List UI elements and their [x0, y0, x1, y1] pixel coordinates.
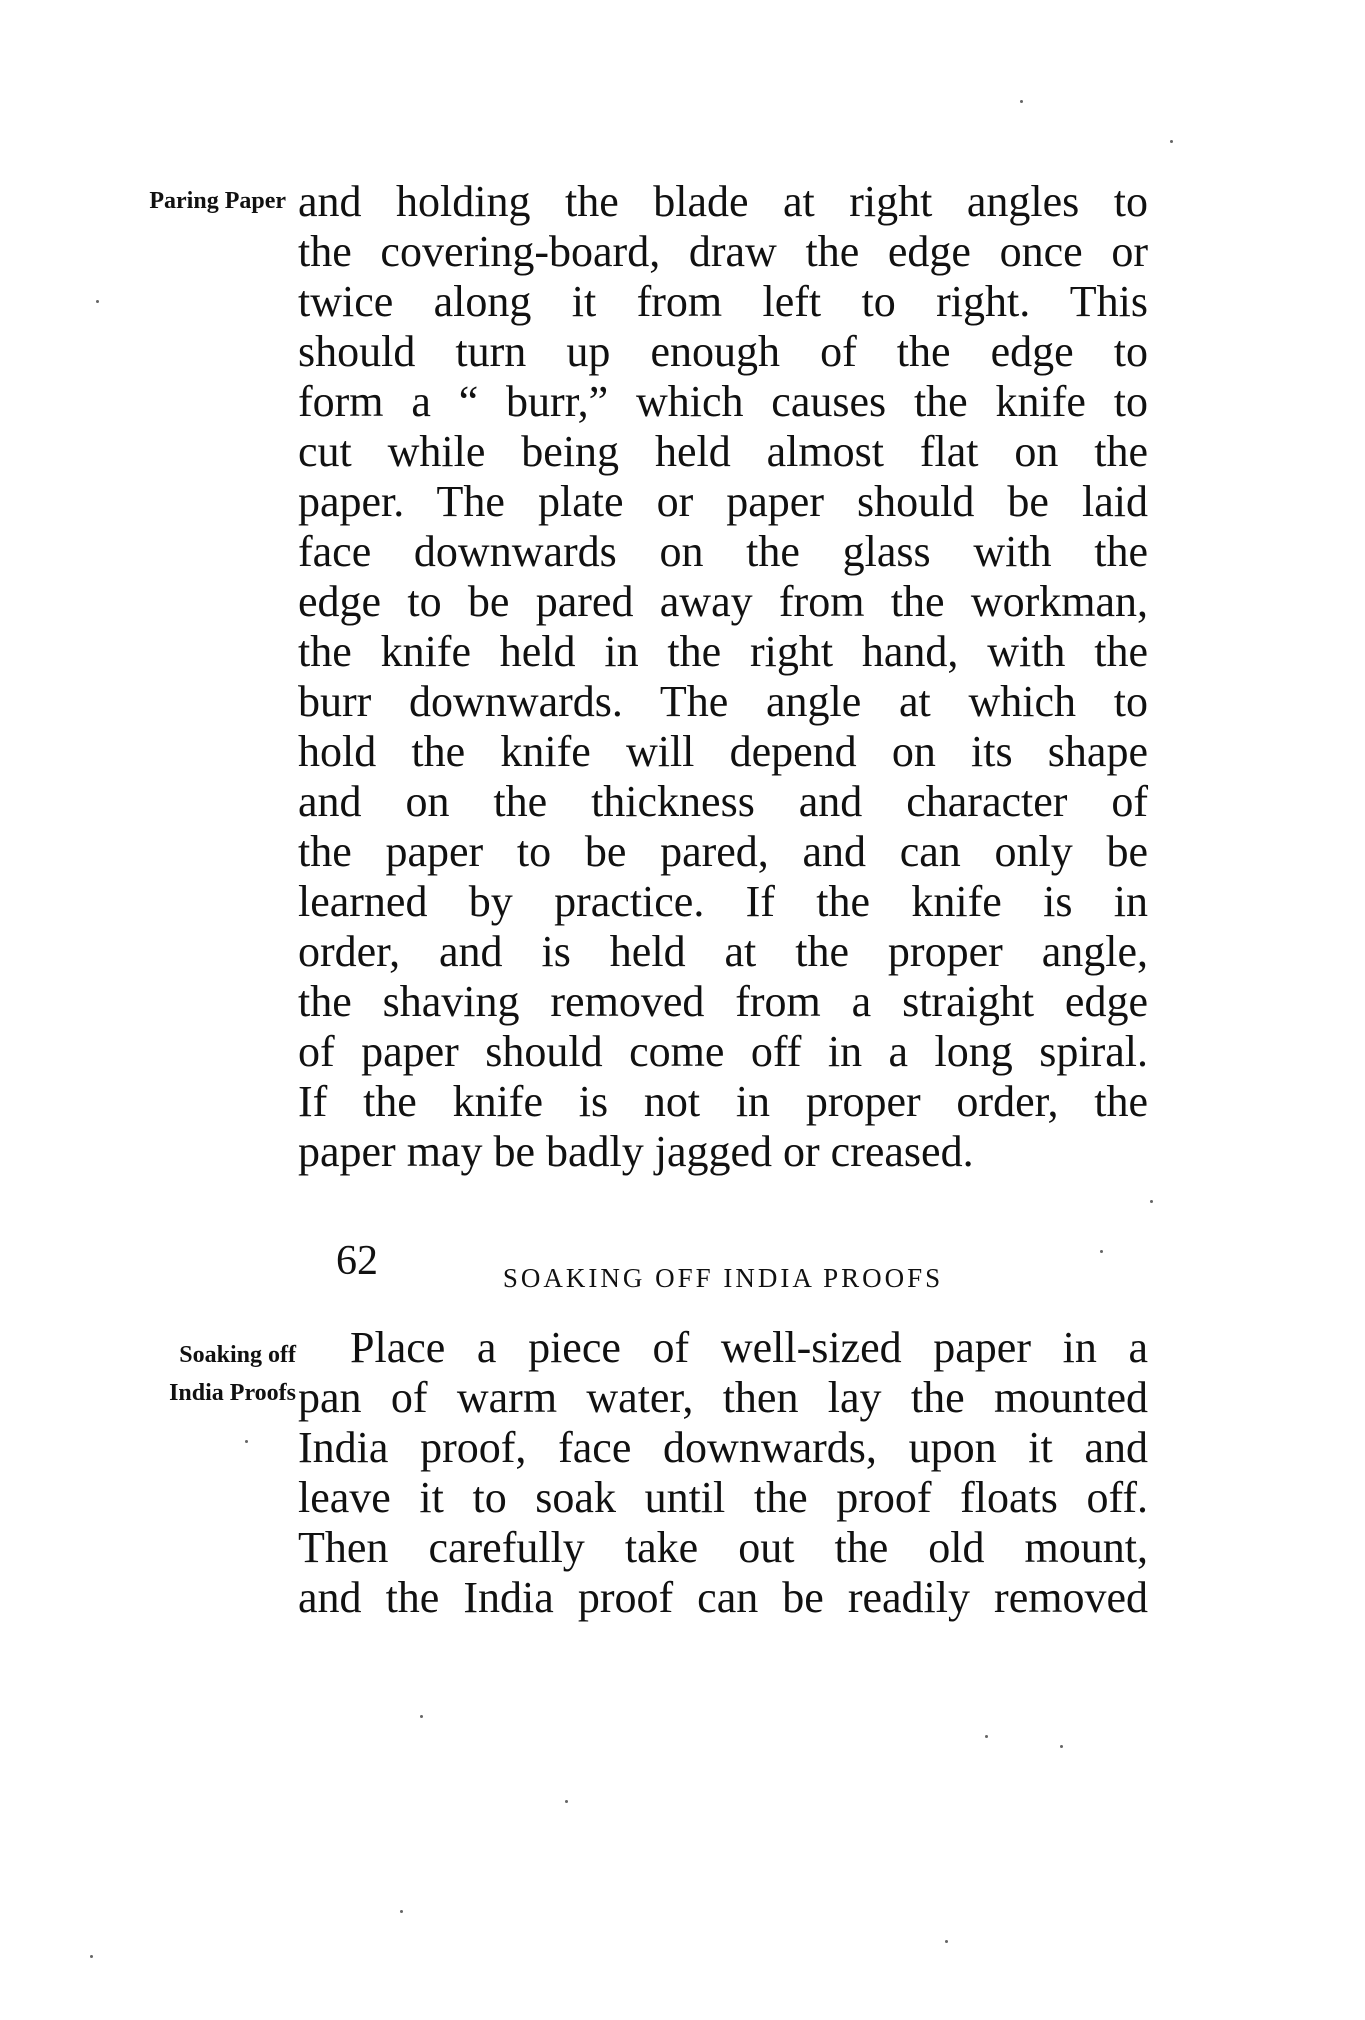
scan-speck	[1150, 1200, 1153, 1203]
text-line: paper may be badly jagged or creased.	[298, 1127, 974, 1176]
scan-speck	[565, 1800, 568, 1803]
text-line: burr downwards. The angle at which to	[298, 677, 1148, 726]
scan-speck	[245, 1440, 248, 1443]
text-line: and the India proof can be readily removed	[298, 1573, 1148, 1622]
scan-speck	[400, 1910, 403, 1913]
text-line: edge to be pared away from the workman,	[298, 577, 1148, 626]
text-line: of paper should come off in a long spiral.	[298, 1027, 1148, 1076]
text-line: Place a piece of well-sized paper in a	[350, 1323, 1148, 1372]
scan-speck	[1060, 1745, 1063, 1748]
text-line: face downwards on the glass with the	[298, 527, 1148, 576]
scan-speck	[420, 1715, 423, 1718]
page-number: 62	[336, 1238, 378, 1284]
text-line: leave it to soak until the proof floats off.	[298, 1473, 1148, 1522]
text-line: If the knife is not in proper order, the	[298, 1077, 1148, 1126]
scan-speck	[1100, 1250, 1103, 1253]
text-line: form a “ burr,” which causes the knife to	[298, 377, 1148, 426]
scan-speck	[1020, 100, 1023, 103]
text-line: order, and is held at the proper angle,	[298, 927, 1148, 976]
text-line: India proof, face downwards, upon it and	[298, 1423, 1148, 1472]
scan-speck	[985, 1735, 988, 1738]
margin-note-india-proofs: India Proofs	[169, 1380, 296, 1406]
scan-speck	[90, 1955, 93, 1958]
text-line: and on the thickness and character of	[298, 777, 1148, 826]
text-line: hold the knife will depend on its shape	[298, 727, 1148, 776]
text-line: twice along it from left to right. This	[298, 277, 1148, 326]
text-line: the covering-board, draw the edge once or	[298, 227, 1148, 276]
text-line: cut while being held almost flat on the	[298, 427, 1148, 476]
text-line: the knife held in the right hand, with the	[298, 627, 1148, 676]
margin-note-soaking-off: Soaking off	[179, 1342, 296, 1368]
scan-speck	[96, 300, 99, 303]
text-line: and holding the blade at right angles to	[298, 177, 1148, 226]
text-line: the shaving removed from a straight edge	[298, 977, 1148, 1026]
text-line: Then carefully take out the old mount,	[298, 1523, 1148, 1572]
text-line: paper. The plate or paper should be laid	[298, 477, 1148, 526]
scan-speck	[1170, 140, 1173, 143]
text-line: should turn up enough of the edge to	[298, 327, 1148, 376]
text-line: the paper to be pared, and can only be	[298, 827, 1148, 876]
margin-note-paring-paper: Paring Paper	[149, 188, 286, 214]
text-line: pan of warm water, then lay the mounted	[298, 1373, 1148, 1422]
text-line: learned by practice. If the knife is in	[298, 877, 1148, 926]
scan-speck	[945, 1940, 948, 1943]
section-heading: SOAKING OFF INDIA PROOFS	[502, 1263, 944, 1293]
